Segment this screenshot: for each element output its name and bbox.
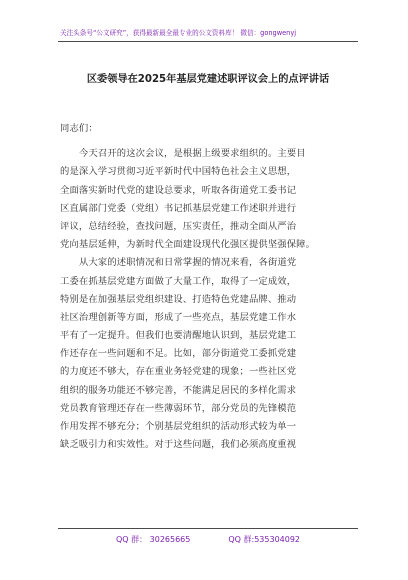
document-body <box>60 120 360 454</box>
footer-contact <box>58 534 358 546</box>
salutation: 同志们： <box>60 123 98 134</box>
body-line: 从大家的述职情况和日常掌握的情况来看，各街道党 <box>79 257 297 269</box>
body-line: 特别是在加强基层党组织建设、打造特色党建品牌、推动 <box>60 293 297 305</box>
body-line: 作用发挥不够充分；个别基层党组织的活动形式较为单一 <box>60 421 297 432</box>
body-line: 工委在抓基层党建方面做了大量工作，取得了一定成效， <box>60 275 297 287</box>
body-line: 组织的服务功能还不够完善，不能满足居民的多样化需求 <box>60 384 297 396</box>
body-line: 作还存在一些问题和不足。比如，部分街道党工委抓党建 <box>60 348 297 360</box>
qq-group-1: QQ 群： 30265665 <box>115 535 191 544</box>
body-line: 社区治理创新等方面，形成了一些亮点，基层党建工作水 <box>60 311 297 323</box>
body-line: 的力度还不够大，存在重业务轻党建的现象；一些社区党 <box>60 366 297 378</box>
body-line: 全面落实新时代党的建设总要求，听取各街道党工委书记 <box>60 184 297 196</box>
body-line: 评议，总结经验，查找问题，压实责任，推动全面从严治 <box>60 220 297 232</box>
body-line: 的是深入学习贯彻习近平新时代中国特色社会主义思想， <box>60 166 297 178</box>
header-promo-note: 关注头条号“公文研究”，获得最新最全最专业的公文资料库！ 微信：gongwenyj <box>60 29 297 37</box>
body-line: 平有了一定提升。但我们也要清醒地认识到，基层党建工 <box>60 330 297 342</box>
document-title: 区委领导在2025年基层党建述职评议会上的点评讲话 <box>86 74 330 85</box>
body-line: 党向基层延伸，为新时代全面建设现代化强区提供坚强保障。 <box>60 239 316 251</box>
qq-group-2: QQ 群:535304092 <box>228 535 301 544</box>
header-divider <box>58 41 358 42</box>
body-line: 今天召开的这次会议，是根据上级要求组织的。主要目 <box>79 148 306 160</box>
body-line: 党员教育管理还存在一些薄弱环节，部分党员的先锋模范 <box>60 402 297 414</box>
body-line: 缺乏吸引力和实效性。对于这些问题，我们必须高度重视 <box>60 439 297 451</box>
body-line: 区直属部门党委（党组）书记抓基层党建工作述职并进行 <box>60 202 297 214</box>
footer-divider <box>58 528 358 529</box>
